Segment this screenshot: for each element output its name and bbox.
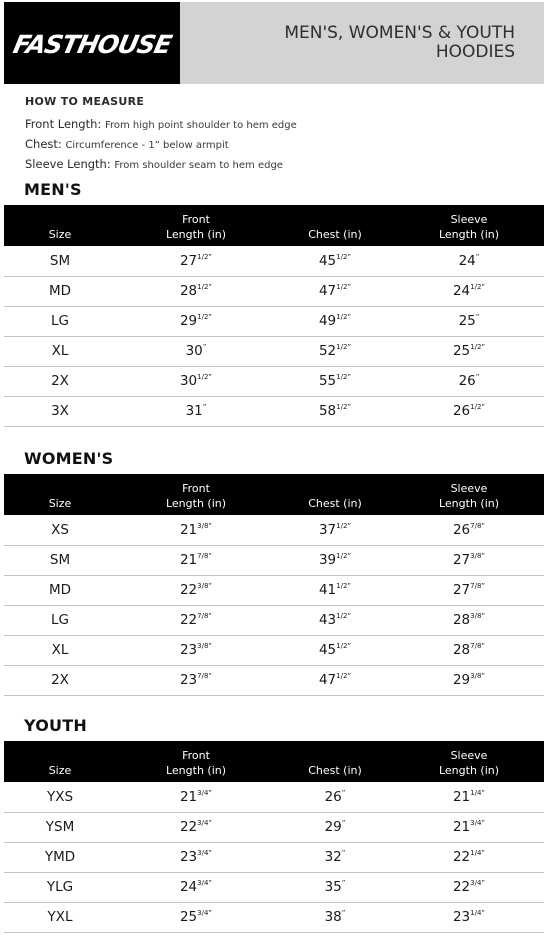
value-fraction: ” — [341, 788, 346, 797]
value-whole: 27 — [452, 582, 471, 598]
value-whole: 29 — [179, 313, 198, 329]
womens-size-table — [4, 474, 544, 696]
section-title-womens: WOMEN'S — [24, 449, 114, 468]
size-cell: LG — [4, 306, 116, 336]
value-whole: 21 — [452, 788, 471, 805]
value-fraction: 3/8” — [197, 521, 213, 530]
front-cell — [116, 635, 276, 665]
value-whole: 22 — [179, 819, 198, 835]
value-fraction: 1/2” — [197, 252, 213, 261]
value-whole: 26 — [452, 403, 471, 419]
front-cell — [116, 605, 276, 635]
header-line: Sleeve — [450, 749, 488, 762]
measure-front-length — [25, 115, 525, 135]
sleeve-cell — [394, 276, 544, 306]
value-whole: 24 — [179, 879, 198, 895]
front-cell — [116, 515, 276, 545]
column-header-sleeve-length — [394, 741, 544, 782]
value-fraction: 3/4” — [197, 909, 213, 917]
value-fraction: 1/2” — [336, 403, 352, 411]
sleeve-cell — [394, 842, 544, 872]
page-title-line1: MEN'S, WOMEN'S & YOUTH — [284, 23, 515, 43]
table-header-row — [4, 741, 544, 782]
value-whole: 25 — [179, 909, 198, 925]
header-line: Length (in) — [165, 497, 227, 510]
sleeve-cell — [394, 605, 544, 635]
value-fraction: ” — [341, 849, 346, 857]
chest-cell — [276, 812, 394, 842]
value-fraction: 1/4” — [470, 788, 486, 797]
measure-description: Circumference - 1” below armpit — [65, 140, 229, 151]
value-whole: 47 — [318, 283, 337, 299]
size-cell: SM — [4, 545, 116, 575]
chest-cell — [276, 336, 394, 366]
header-line: Sleeve — [450, 482, 488, 495]
column-header-chest: Chest (in) — [276, 741, 394, 782]
how-to-measure-heading: HOW TO MEASURE — [25, 95, 145, 108]
sleeve-cell — [394, 515, 544, 545]
chest-cell — [276, 246, 394, 276]
value-fraction: 1/2” — [336, 582, 352, 590]
sleeve-cell — [394, 336, 544, 366]
column-header-size: Size — [4, 474, 116, 515]
size-cell: XL — [4, 336, 116, 366]
value-whole: 41 — [318, 582, 337, 598]
value-fraction: 1/2” — [336, 552, 352, 560]
value-fraction: 1/2” — [197, 283, 213, 291]
value-whole: 52 — [318, 343, 337, 359]
measure-label: Chest: — [25, 137, 62, 151]
measure-label: Sleeve Length: — [25, 157, 111, 171]
front-cell — [116, 665, 276, 695]
page-title — [180, 2, 544, 84]
brand-logo-text: FASTHOUSE — [10, 29, 174, 59]
value-fraction: ” — [202, 403, 207, 411]
value-whole: 25 — [452, 343, 471, 359]
header-line: Front — [182, 482, 210, 495]
value-fraction: 1/2” — [197, 313, 213, 321]
value-fraction: ” — [475, 313, 480, 321]
table-row — [4, 872, 544, 902]
table-row — [4, 306, 544, 336]
value-fraction: 3/8” — [470, 612, 486, 620]
front-cell — [116, 336, 276, 366]
sleeve-cell — [394, 306, 544, 336]
chest-cell — [276, 902, 394, 932]
measure-label: Front Length: — [25, 117, 102, 131]
value-fraction: 1/2” — [336, 283, 352, 291]
sleeve-cell — [394, 575, 544, 605]
size-cell: 2X — [4, 366, 116, 396]
value-fraction: 3/8” — [470, 672, 486, 680]
value-whole: 23 — [179, 642, 198, 658]
value-whole: 23 — [179, 849, 198, 865]
value-fraction: 7/8” — [470, 582, 486, 590]
header-line: Front — [182, 213, 210, 226]
value-whole: 43 — [318, 612, 337, 628]
front-cell — [116, 276, 276, 306]
how-to-measure — [25, 95, 525, 175]
value-fraction: 1/2” — [336, 373, 352, 381]
value-fraction: 1/2” — [336, 252, 352, 261]
value-whole: 23 — [179, 672, 198, 688]
value-whole: 30 — [185, 343, 203, 359]
value-whole: 31 — [185, 403, 203, 419]
value-fraction: 1/2” — [470, 283, 486, 291]
value-whole: 28 — [179, 283, 198, 299]
value-whole: 38 — [324, 909, 342, 925]
value-fraction: ” — [341, 819, 346, 827]
value-whole: 22 — [179, 612, 198, 628]
table-row — [4, 366, 544, 396]
table-row — [4, 396, 544, 426]
measure-description: From shoulder seam to hem edge — [114, 160, 283, 171]
value-fraction: ” — [202, 343, 207, 351]
value-whole: 30 — [179, 373, 198, 389]
header-line: Sleeve — [450, 213, 488, 226]
page-title-line2: HOODIES — [435, 42, 515, 62]
size-cell: YSM — [4, 812, 116, 842]
header-line: Length (in) — [438, 497, 500, 510]
value-fraction: 1/2” — [336, 612, 352, 620]
value-fraction: 7/8” — [197, 672, 213, 680]
header-line: Length (in) — [438, 228, 500, 241]
chest-cell — [276, 306, 394, 336]
chest-cell — [276, 515, 394, 545]
front-cell — [116, 545, 276, 575]
value-whole: 27 — [179, 252, 198, 269]
value-whole: 58 — [318, 403, 337, 419]
chest-cell — [276, 575, 394, 605]
value-fraction: 1/2” — [336, 672, 352, 680]
front-cell — [116, 872, 276, 902]
section-title-mens: MEN'S — [24, 180, 82, 199]
value-fraction: 7/8” — [470, 642, 486, 650]
front-cell — [116, 812, 276, 842]
value-fraction: ” — [475, 252, 480, 261]
value-fraction: 3/4” — [197, 849, 213, 857]
table-header-row — [4, 205, 544, 246]
front-cell — [116, 306, 276, 336]
sleeve-cell — [394, 366, 544, 396]
front-cell — [116, 902, 276, 932]
value-whole: 26 — [324, 788, 342, 805]
value-fraction: 3/8” — [470, 552, 486, 560]
value-whole: 35 — [324, 879, 342, 895]
value-whole: 22 — [452, 879, 471, 895]
header-line: Length (in) — [438, 764, 500, 777]
chest-cell — [276, 872, 394, 902]
value-fraction: ” — [341, 879, 346, 887]
chest-cell — [276, 782, 394, 812]
value-fraction: 1/2” — [470, 403, 486, 411]
value-whole: 55 — [318, 373, 337, 389]
value-whole: 29 — [452, 672, 471, 688]
size-cell: LG — [4, 605, 116, 635]
table-row — [4, 902, 544, 932]
chest-cell — [276, 366, 394, 396]
sleeve-cell — [394, 812, 544, 842]
column-header-sleeve-length — [394, 205, 544, 246]
size-cell: YMD — [4, 842, 116, 872]
size-cell: MD — [4, 276, 116, 306]
table-row — [4, 515, 544, 545]
table-row — [4, 545, 544, 575]
value-fraction: 7/8” — [197, 552, 213, 560]
value-fraction: 3/8” — [197, 642, 213, 650]
header-line: Front — [182, 749, 210, 762]
chest-cell — [276, 665, 394, 695]
table-row — [4, 665, 544, 695]
value-fraction: 1/2” — [336, 642, 352, 650]
measure-sleeve-length — [25, 155, 525, 175]
value-fraction: 3/4” — [470, 819, 486, 827]
size-cell: SM — [4, 246, 116, 276]
value-fraction: 3/4” — [197, 788, 213, 797]
mens-size-table — [4, 205, 544, 427]
value-whole: 45 — [318, 252, 337, 269]
value-whole: 23 — [452, 909, 471, 925]
front-cell — [116, 782, 276, 812]
value-whole: 39 — [318, 552, 337, 568]
value-whole: 21 — [179, 521, 198, 538]
table-row — [4, 276, 544, 306]
front-cell — [116, 246, 276, 276]
value-fraction: 1/2” — [470, 343, 486, 351]
value-whole: 49 — [318, 313, 337, 329]
value-whole: 28 — [452, 612, 471, 628]
chest-cell — [276, 842, 394, 872]
front-cell — [116, 396, 276, 426]
value-fraction: 1/4” — [470, 849, 486, 857]
column-header-front-length — [116, 205, 276, 246]
value-fraction: 1/2” — [336, 343, 352, 351]
value-whole: 26 — [458, 373, 476, 389]
value-whole: 22 — [179, 582, 198, 598]
value-fraction: 3/4” — [470, 879, 486, 887]
value-whole: 22 — [452, 849, 471, 865]
size-cell: 3X — [4, 396, 116, 426]
table-header-row — [4, 474, 544, 515]
column-header-chest: Chest (in) — [276, 205, 394, 246]
measure-chest — [25, 135, 525, 155]
value-whole: 29 — [324, 819, 342, 835]
value-whole: 45 — [318, 642, 337, 658]
table-row — [4, 246, 544, 276]
front-cell — [116, 366, 276, 396]
value-fraction: 3/4” — [197, 879, 213, 887]
value-whole: 21 — [179, 552, 198, 568]
value-fraction: 1/4” — [470, 909, 486, 917]
value-whole: 27 — [452, 552, 471, 568]
chest-cell — [276, 635, 394, 665]
value-whole: 32 — [324, 849, 342, 865]
value-fraction: 7/8” — [197, 612, 213, 620]
column-header-chest: Chest (in) — [276, 474, 394, 515]
measure-description: From high point shoulder to hem edge — [104, 120, 297, 131]
value-whole: 28 — [452, 642, 471, 658]
header-line: Length (in) — [165, 764, 227, 777]
table-row — [4, 336, 544, 366]
size-cell: XL — [4, 635, 116, 665]
column-header-sleeve-length — [394, 474, 544, 515]
value-whole: 24 — [458, 252, 476, 269]
value-fraction: 3/4” — [197, 819, 213, 827]
table-row — [4, 635, 544, 665]
size-cell: XS — [4, 515, 116, 545]
front-cell — [116, 842, 276, 872]
value-fraction: 3/8” — [197, 582, 213, 590]
value-whole: 37 — [318, 521, 337, 538]
table-row — [4, 812, 544, 842]
chest-cell — [276, 545, 394, 575]
value-fraction: 1/2” — [197, 373, 213, 381]
column-header-size: Size — [4, 741, 116, 782]
value-fraction: 7/8” — [470, 521, 486, 530]
sleeve-cell — [394, 902, 544, 932]
sleeve-cell — [394, 246, 544, 276]
value-whole: 25 — [458, 313, 476, 329]
value-fraction: ” — [475, 373, 480, 381]
value-whole: 21 — [179, 788, 198, 805]
chest-cell — [276, 605, 394, 635]
table-row — [4, 842, 544, 872]
value-whole: 21 — [452, 819, 471, 835]
sleeve-cell — [394, 665, 544, 695]
value-fraction: ” — [341, 909, 346, 917]
value-fraction: 1/2” — [336, 521, 352, 530]
chest-cell — [276, 396, 394, 426]
size-cell: MD — [4, 575, 116, 605]
header — [4, 2, 544, 84]
column-header-size: Size — [4, 205, 116, 246]
sleeve-cell — [394, 635, 544, 665]
chest-cell — [276, 276, 394, 306]
sleeve-cell — [394, 782, 544, 812]
value-whole: 24 — [452, 283, 471, 299]
table-row — [4, 782, 544, 812]
size-cell: YXL — [4, 902, 116, 932]
value-whole: 26 — [452, 521, 471, 538]
header-line: Length (in) — [165, 228, 227, 241]
front-cell — [116, 575, 276, 605]
sleeve-cell — [394, 396, 544, 426]
youth-size-table — [4, 741, 544, 933]
sleeve-cell — [394, 545, 544, 575]
size-cell: YXS — [4, 782, 116, 812]
column-header-front-length — [116, 741, 276, 782]
size-cell: YLG — [4, 872, 116, 902]
sleeve-cell — [394, 872, 544, 902]
value-fraction: 1/2” — [336, 313, 352, 321]
size-cell: 2X — [4, 665, 116, 695]
value-whole: 47 — [318, 672, 337, 688]
section-title-youth: YOUTH — [24, 716, 87, 735]
table-row — [4, 605, 544, 635]
column-header-front-length — [116, 474, 276, 515]
table-row — [4, 575, 544, 605]
brand-logo — [4, 2, 180, 84]
